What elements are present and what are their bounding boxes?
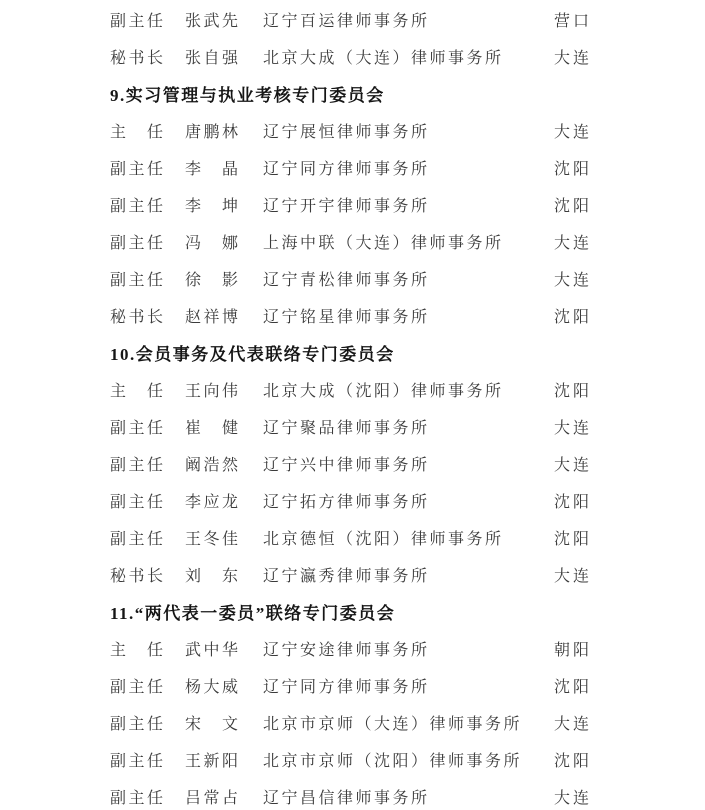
position-cell: 副主任 [110,13,166,30]
city-cell: 沈阳 [553,494,592,511]
city-cell: 沈阳 [553,383,592,400]
name-cell: 武中华 [185,642,241,659]
firm-cell: 上海中联（大连）律师事务所 [263,235,504,252]
city-cell: 大连 [553,716,592,733]
table-row [110,112,592,149]
name-cell: 赵祥博 [185,309,241,326]
table-row [110,1,592,38]
city-cell: 大连 [553,235,592,252]
city-cell: 沈阳 [553,679,592,696]
table-row [110,38,592,75]
position-cell: 副主任 [110,790,166,807]
city-cell: 朝阳 [553,642,592,659]
table-row [110,704,592,741]
table-row [110,519,592,556]
firm-cell: 辽宁安途律师事务所 [263,642,430,659]
firm-cell: 辽宁青松律师事务所 [263,272,430,289]
position-cell: 秘书长 [110,50,166,67]
name-cell: 李应龙 [185,494,241,511]
position-cell: 副主任 [110,679,166,696]
name-cell: 王新阳 [185,753,241,770]
firm-cell: 北京市京师（大连）律师事务所 [263,716,523,733]
firm-cell: 辽宁同方律师事务所 [263,679,430,696]
firm-cell: 辽宁展恒律师事务所 [263,124,430,141]
position-cell: 主 任 [110,642,166,659]
position-cell: 副主任 [110,272,166,289]
position-cell: 副主任 [110,531,166,548]
city-cell: 大连 [553,457,592,474]
table-row [110,445,592,482]
firm-cell: 辽宁瀛秀律师事务所 [263,568,430,585]
firm-cell: 辽宁昌信律师事务所 [263,790,430,807]
firm-cell: 辽宁百运律师事务所 [263,13,430,30]
city-cell: 沈阳 [553,309,592,326]
table-row [110,223,592,260]
position-cell: 副主任 [110,235,166,252]
section-heading: 11.“两代表一委员”联络专门委员会 [110,604,396,623]
city-cell: 大连 [553,568,592,585]
position-cell: 副主任 [110,716,166,733]
name-cell: 阚浩然 [185,457,241,474]
city-cell: 大连 [553,50,592,67]
city-cell: 沈阳 [553,198,592,215]
position-cell: 副主任 [110,161,166,178]
name-cell: 崔 健 [185,420,241,437]
name-cell: 李 坤 [185,198,241,215]
name-cell: 张武先 [185,13,241,30]
firm-cell: 北京德恒（沈阳）律师事务所 [263,531,504,548]
name-cell: 王向伟 [185,383,241,400]
table-row [110,149,592,186]
firm-cell: 北京市京师（沈阳）律师事务所 [263,753,523,770]
table-row [110,260,592,297]
city-cell: 沈阳 [553,753,592,770]
city-cell: 大连 [553,272,592,289]
position-cell: 主 任 [110,124,166,141]
position-cell: 副主任 [110,198,166,215]
name-cell: 李 晶 [185,161,241,178]
section-heading: 9.实习管理与执业考核专门委员会 [110,86,385,105]
firm-cell: 辽宁兴中律师事务所 [263,457,430,474]
city-cell: 沈阳 [553,531,592,548]
table-row [110,408,592,445]
section-heading: 10.会员事务及代表联络专门委员会 [110,345,395,364]
name-cell: 刘 东 [185,568,241,585]
table-row [110,741,592,778]
table-row [110,778,592,810]
city-cell: 营口 [553,13,592,30]
position-cell: 秘书长 [110,568,166,585]
firm-cell: 辽宁聚品律师事务所 [263,420,430,437]
name-cell: 杨大威 [185,679,241,696]
table-row [110,482,592,519]
name-cell: 唐鹏林 [185,124,241,141]
name-cell: 冯 娜 [185,235,241,252]
name-cell: 宋 文 [185,716,241,733]
firm-cell: 辽宁开宇律师事务所 [263,198,430,215]
firm-cell: 北京大成（大连）律师事务所 [263,50,504,67]
position-cell: 副主任 [110,494,166,511]
table-row [110,556,592,593]
city-cell: 大连 [553,420,592,437]
firm-cell: 北京大成（沈阳）律师事务所 [263,383,504,400]
city-cell: 大连 [553,790,592,807]
city-cell: 大连 [553,124,592,141]
table-row [110,297,592,334]
firm-cell: 辽宁拓方律师事务所 [263,494,430,511]
position-cell: 副主任 [110,457,166,474]
position-cell: 秘书长 [110,309,166,326]
name-cell: 吕常占 [185,790,241,807]
table-row [110,667,592,704]
firm-cell: 辽宁同方律师事务所 [263,161,430,178]
position-cell: 副主任 [110,420,166,437]
name-cell: 张自强 [185,50,241,67]
table-row [110,371,592,408]
city-cell: 沈阳 [553,161,592,178]
table-row [110,630,592,667]
name-cell: 徐 影 [185,272,241,289]
position-cell: 副主任 [110,753,166,770]
firm-cell: 辽宁铭星律师事务所 [263,309,430,326]
table-row [110,186,592,223]
position-cell: 主 任 [110,383,166,400]
name-cell: 王冬佳 [185,531,241,548]
